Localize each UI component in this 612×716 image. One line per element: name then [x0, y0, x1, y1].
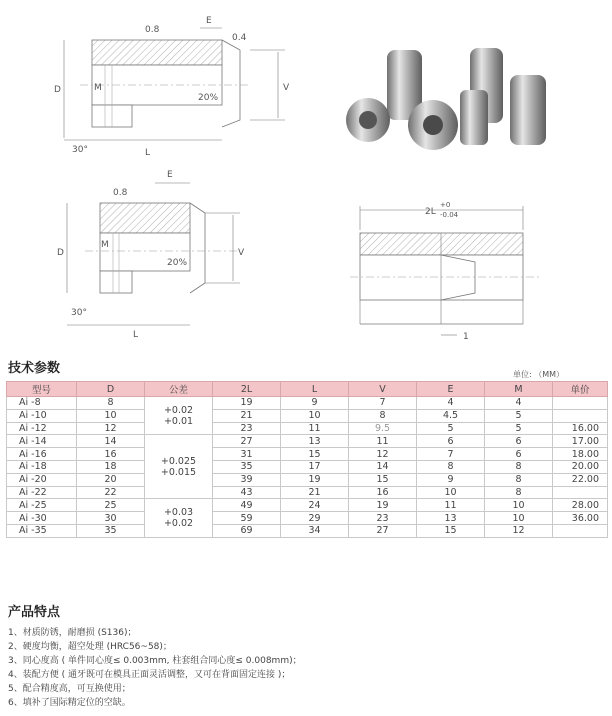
part-stepped-pin	[510, 75, 546, 145]
section-title-tech: 技术参数	[8, 361, 61, 376]
table-row	[7, 422, 608, 435]
col-header-price: 单价	[553, 382, 608, 397]
cell-m: 6	[485, 448, 553, 461]
cell-m: 6	[485, 435, 553, 448]
cell-d: 25	[77, 499, 145, 512]
tolerance-upper: +0.025	[160, 455, 197, 467]
drawing-3-body	[350, 206, 540, 335]
cell-e: 11	[417, 499, 485, 512]
cell-d: 18	[77, 460, 145, 473]
drawing-2-label-top-angle: 0.8	[113, 188, 128, 198]
col-header-l: L	[281, 382, 349, 397]
cell-v: 14	[349, 460, 417, 473]
cell-l: 24	[281, 499, 349, 512]
tolerance-lower: +0.015	[160, 466, 197, 478]
cell-d: 30	[77, 512, 145, 525]
cell-price	[553, 524, 608, 537]
cell-m: 8	[485, 473, 553, 486]
drawing-2-body	[67, 183, 240, 325]
cell-2l: 31	[213, 448, 281, 461]
cell-price: 20.00	[553, 460, 608, 473]
cell-e: 15	[417, 524, 485, 537]
cell-price	[553, 409, 608, 422]
cell-2l: 27	[213, 435, 281, 448]
drawing-2-label-v: V	[238, 248, 245, 258]
drawing-2-label-hrc: 20%	[167, 258, 188, 268]
drawing-1-label-d: D	[54, 85, 61, 95]
cell-2l: 69	[213, 524, 281, 537]
list-item: 3、同心度高 ( 单件同心度≤ 0.003mm, 柱套组合同心度≤ 0.008mm)；	[8, 656, 302, 666]
cell-model: Ai -25	[7, 499, 77, 512]
table-row	[7, 397, 608, 410]
cell-m: 12	[485, 524, 553, 537]
cell-l: 29	[281, 512, 349, 525]
cell-price: 18.00	[553, 448, 608, 461]
drawing-1-label-m: M	[94, 83, 102, 93]
cell-l: 17	[281, 460, 349, 473]
list-item: 4、装配方便 ( 通牙既可在模具正面灵活调整，又可在背面固定连接 )；	[8, 670, 291, 680]
cell-2l: 59	[213, 512, 281, 525]
cell-e: 10	[417, 486, 485, 499]
cell-price	[553, 486, 608, 499]
cell-v: 15	[349, 473, 417, 486]
cell-2l: 21	[213, 409, 281, 422]
drawing-bushing-section-1	[50, 10, 300, 165]
cell-model: Ai -10	[7, 409, 77, 422]
table-row	[7, 512, 608, 525]
cell-v: 8	[349, 409, 417, 422]
product-photo	[340, 40, 565, 155]
col-header-e: E	[417, 382, 485, 397]
cell-model: Ai -14	[7, 435, 77, 448]
cell-l: 21	[281, 486, 349, 499]
section-title-features: 产品特点	[8, 605, 61, 620]
cell-price: 36.00	[553, 512, 608, 525]
col-header-model: 型号	[7, 382, 77, 397]
cell-price	[553, 397, 608, 410]
cell-m: 5	[485, 422, 553, 435]
cell-m: 5	[485, 409, 553, 422]
cell-e: 7	[417, 448, 485, 461]
cell-m: 8	[485, 486, 553, 499]
cell-d: 20	[77, 473, 145, 486]
cell-l: 34	[281, 524, 349, 537]
cell-tolerance-group-2	[145, 435, 213, 499]
cell-d: 12	[77, 422, 145, 435]
table-row	[7, 473, 608, 486]
cell-m: 10	[485, 499, 553, 512]
col-header-v: V	[349, 382, 417, 397]
tolerance-lower: +0.01	[163, 415, 194, 427]
cell-e: 5	[417, 422, 485, 435]
tolerance-upper: +0.03	[163, 507, 194, 519]
table-row	[7, 448, 608, 461]
table-row	[7, 486, 608, 499]
drawing-1-label-v: V	[283, 83, 290, 93]
cell-2l: 23	[213, 422, 281, 435]
table-header-row	[7, 382, 608, 397]
cell-model: Ai -20	[7, 473, 77, 486]
cell-v: 16	[349, 486, 417, 499]
col-header-2l: 2L	[213, 382, 281, 397]
cell-2l: 39	[213, 473, 281, 486]
cell-e: 6	[417, 435, 485, 448]
cell-2l: 49	[213, 499, 281, 512]
cell-l: 19	[281, 473, 349, 486]
drawing-3-label-tol-upper: +0	[440, 201, 451, 209]
features-list	[8, 626, 302, 710]
cell-model: Ai -35	[7, 524, 77, 537]
drawing-2-label-e: E	[167, 170, 173, 180]
cell-e: 4	[417, 397, 485, 410]
table-row	[7, 524, 608, 537]
drawing-3-label-dim: 2L	[425, 207, 436, 217]
cell-model: Ai -16	[7, 448, 77, 461]
cell-price: 22.00	[553, 473, 608, 486]
cell-tolerance-group-1	[145, 397, 213, 435]
cell-v: 12	[349, 448, 417, 461]
cell-d: 35	[77, 524, 145, 537]
cell-d: 14	[77, 435, 145, 448]
cell-v: 27	[349, 524, 417, 537]
drawing-1-label-top-angle: 0.8	[145, 25, 160, 35]
col-header-tolerance: 公差	[145, 382, 213, 397]
cell-2l: 43	[213, 486, 281, 499]
drawing-2-label-chamfer: 30°	[71, 308, 87, 318]
cell-model: Ai -12	[7, 422, 77, 435]
cell-price: 16.00	[553, 422, 608, 435]
cell-model: Ai -22	[7, 486, 77, 499]
cell-l: 15	[281, 448, 349, 461]
col-header-d: D	[77, 382, 145, 397]
cell-m: 10	[485, 512, 553, 525]
part-pin-short	[460, 90, 488, 145]
cell-model: Ai -30	[7, 512, 77, 525]
cell-e: 8	[417, 460, 485, 473]
cell-v: 19	[349, 499, 417, 512]
cell-e: 9	[417, 473, 485, 486]
drawing-1-label-l: L	[145, 148, 151, 158]
cell-price: 17.00	[553, 435, 608, 448]
tolerance-lower: +0.02	[163, 518, 194, 530]
cell-d: 22	[77, 486, 145, 499]
cell-v: 23	[349, 512, 417, 525]
cell-e: 13	[417, 512, 485, 525]
cell-v: 9.5	[349, 422, 417, 435]
cell-l: 10	[281, 409, 349, 422]
table-row	[7, 499, 608, 512]
cell-model: Ai -18	[7, 460, 77, 473]
drawing-2-label-m: M	[101, 240, 109, 250]
cell-d: 10	[77, 409, 145, 422]
cell-2l: 19	[213, 397, 281, 410]
list-item: 6、填补了国际精定位的空缺。	[8, 698, 131, 708]
cell-l: 13	[281, 435, 349, 448]
spec-table	[6, 381, 608, 538]
list-item: 5、配合精度高，可互换使用；	[8, 684, 131, 694]
drawing-1-label-chamfer: 30°	[72, 145, 88, 155]
cell-m: 4	[485, 397, 553, 410]
cell-d: 8	[77, 397, 145, 410]
drawing-1-label-hrc: 20%	[198, 93, 219, 103]
drawing-1-label-rough: 0.4	[232, 33, 247, 43]
cell-price: 28.00	[553, 499, 608, 512]
tolerance-upper: +0.02	[163, 404, 194, 416]
list-item: 2、硬度均衡，超空处理 (HRC56~58)；	[8, 642, 172, 652]
table-row	[7, 409, 608, 422]
drawing-1-label-e: E	[206, 16, 212, 26]
col-header-m: M	[485, 382, 553, 397]
table-row	[7, 460, 608, 473]
cell-v: 7	[349, 397, 417, 410]
cell-model: Ai -8	[7, 397, 77, 410]
drawing-bushing-section-2	[55, 165, 270, 340]
table-row	[7, 435, 608, 448]
cell-l: 9	[281, 397, 349, 410]
cell-v: 11	[349, 435, 417, 448]
cell-tolerance-group-3	[145, 499, 213, 537]
cell-e: 4.5	[417, 409, 485, 422]
cell-d: 16	[77, 448, 145, 461]
drawing-2-label-l: L	[133, 330, 139, 340]
unit-label: 单位: （MM）	[512, 370, 564, 379]
drawing-3-label-one: 1	[463, 332, 469, 342]
drawing-3-label-tol-lower: -0.04	[440, 211, 459, 219]
cell-m: 8	[485, 460, 553, 473]
list-item: 1、材质防锈，耐磨损 (S136)；	[8, 628, 137, 638]
drawing-long-section	[345, 200, 545, 345]
drawing-2-label-d: D	[57, 248, 64, 258]
cell-2l: 35	[213, 460, 281, 473]
cell-l: 11	[281, 422, 349, 435]
